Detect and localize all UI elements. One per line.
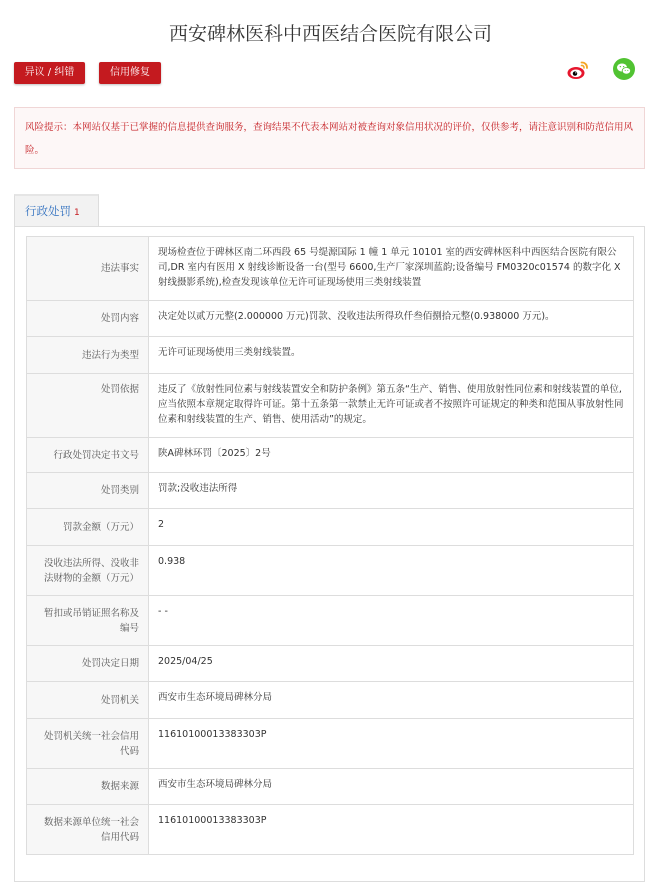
row-label: 违法行为类型 xyxy=(27,337,149,374)
table-row xyxy=(27,682,634,719)
row-value: 11610100013383303P xyxy=(149,805,634,855)
table-row xyxy=(27,509,634,546)
table-row xyxy=(27,769,634,805)
row-label: 数据来源 xyxy=(27,769,149,805)
table-row xyxy=(27,237,634,301)
row-label: 处罚内容 xyxy=(27,301,149,337)
row-value: 现场检查位于碑林区南二环西段 65 号缇源国际 1 幢 1 单元 10101 室的西安碑林医科中西医结合医院有限公司,DR 室内有医用 X 射线诊断设备一台(型号 6600,生产厂家深圳蓝韵;设备编号 FM0320c01574 的数字化 X 射线摄影系统),检查发现该单位无许可证现场使用三类射线装置 xyxy=(149,237,634,301)
tab-bar xyxy=(14,194,645,227)
row-label: 处罚机关统一社会信用代码 xyxy=(27,719,149,769)
weibo-icon[interactable] xyxy=(566,58,590,82)
table-row xyxy=(27,646,634,682)
table-row xyxy=(27,546,634,596)
row-value: 西安市生态环境局碑林分局 xyxy=(149,682,634,719)
credit-repair-button[interactable]: 信用修复 xyxy=(99,62,161,84)
table-row xyxy=(27,805,634,855)
row-value: 2 xyxy=(149,509,634,546)
row-label: 处罚类别 xyxy=(27,473,149,509)
table-row xyxy=(27,719,634,769)
tab-administrative-penalty[interactable] xyxy=(14,194,99,226)
row-label: 处罚依据 xyxy=(27,374,149,438)
row-value: 陕A碑林环罚〔2025〕2号 xyxy=(149,438,634,473)
row-label: 暂扣或吊销证照名称及编号 xyxy=(27,596,149,646)
risk-notice: 风险提示：本网站仅基于已掌握的信息提供查询服务，查询结果不代表本网站对被查询对象信用状况的评价，仅供参考，请注意识别和防范信用风险。 xyxy=(14,107,645,169)
row-value: 违反了《放射性同位素与射线装置安全和防护条例》第五条“生产、销售、使用放射性同位素和射线装置的单位,应当依照本章规定取得许可证。第十五条第一款禁止无许可证或者不按照许可证规定的种类和范围从事放射性同位素和射线装置的生产、销售、使用活动”的规定。 xyxy=(149,374,634,438)
row-label: 违法事实 xyxy=(27,237,149,301)
objection-button[interactable]: 异议 / 纠错 xyxy=(14,62,85,84)
row-label: 处罚决定日期 xyxy=(27,646,149,682)
row-value: 西安市生态环境局碑林分局 xyxy=(149,769,634,805)
row-value: 2025/04/25 xyxy=(149,646,634,682)
penalty-detail-table xyxy=(26,236,634,855)
wechat-icon[interactable] xyxy=(613,58,635,80)
row-value: 0.938 xyxy=(149,546,634,596)
row-label: 行政处罚决定书文号 xyxy=(27,438,149,473)
tab-count-badge: 1 xyxy=(74,208,80,218)
row-value: 决定处以贰万元整(2.000000 万元)罚款、没收违法所得玖仟叁佰捌拾元整(0.938000 万元)。 xyxy=(149,301,634,337)
table-row xyxy=(27,337,634,374)
row-value: - - xyxy=(149,596,634,646)
row-label: 数据来源单位统一社会信用代码 xyxy=(27,805,149,855)
row-label: 罚款金额（万元） xyxy=(27,509,149,546)
table-row xyxy=(27,473,634,509)
table-row xyxy=(27,374,634,438)
table-row xyxy=(27,301,634,337)
company-title: 西安碑林医科中西医结合医院有限公司 xyxy=(168,23,492,45)
row-label: 处罚机关 xyxy=(27,682,149,719)
table-row xyxy=(27,438,634,473)
row-value: 11610100013383303P xyxy=(149,719,634,769)
row-value: 无许可证现场使用三类射线装置。 xyxy=(149,337,634,374)
tab-label: 行政处罚 xyxy=(25,204,71,218)
table-row xyxy=(27,596,634,646)
row-value: 罚款;没收违法所得 xyxy=(149,473,634,509)
row-label: 没收违法所得、没收非法财物的金额（万元） xyxy=(27,546,149,596)
